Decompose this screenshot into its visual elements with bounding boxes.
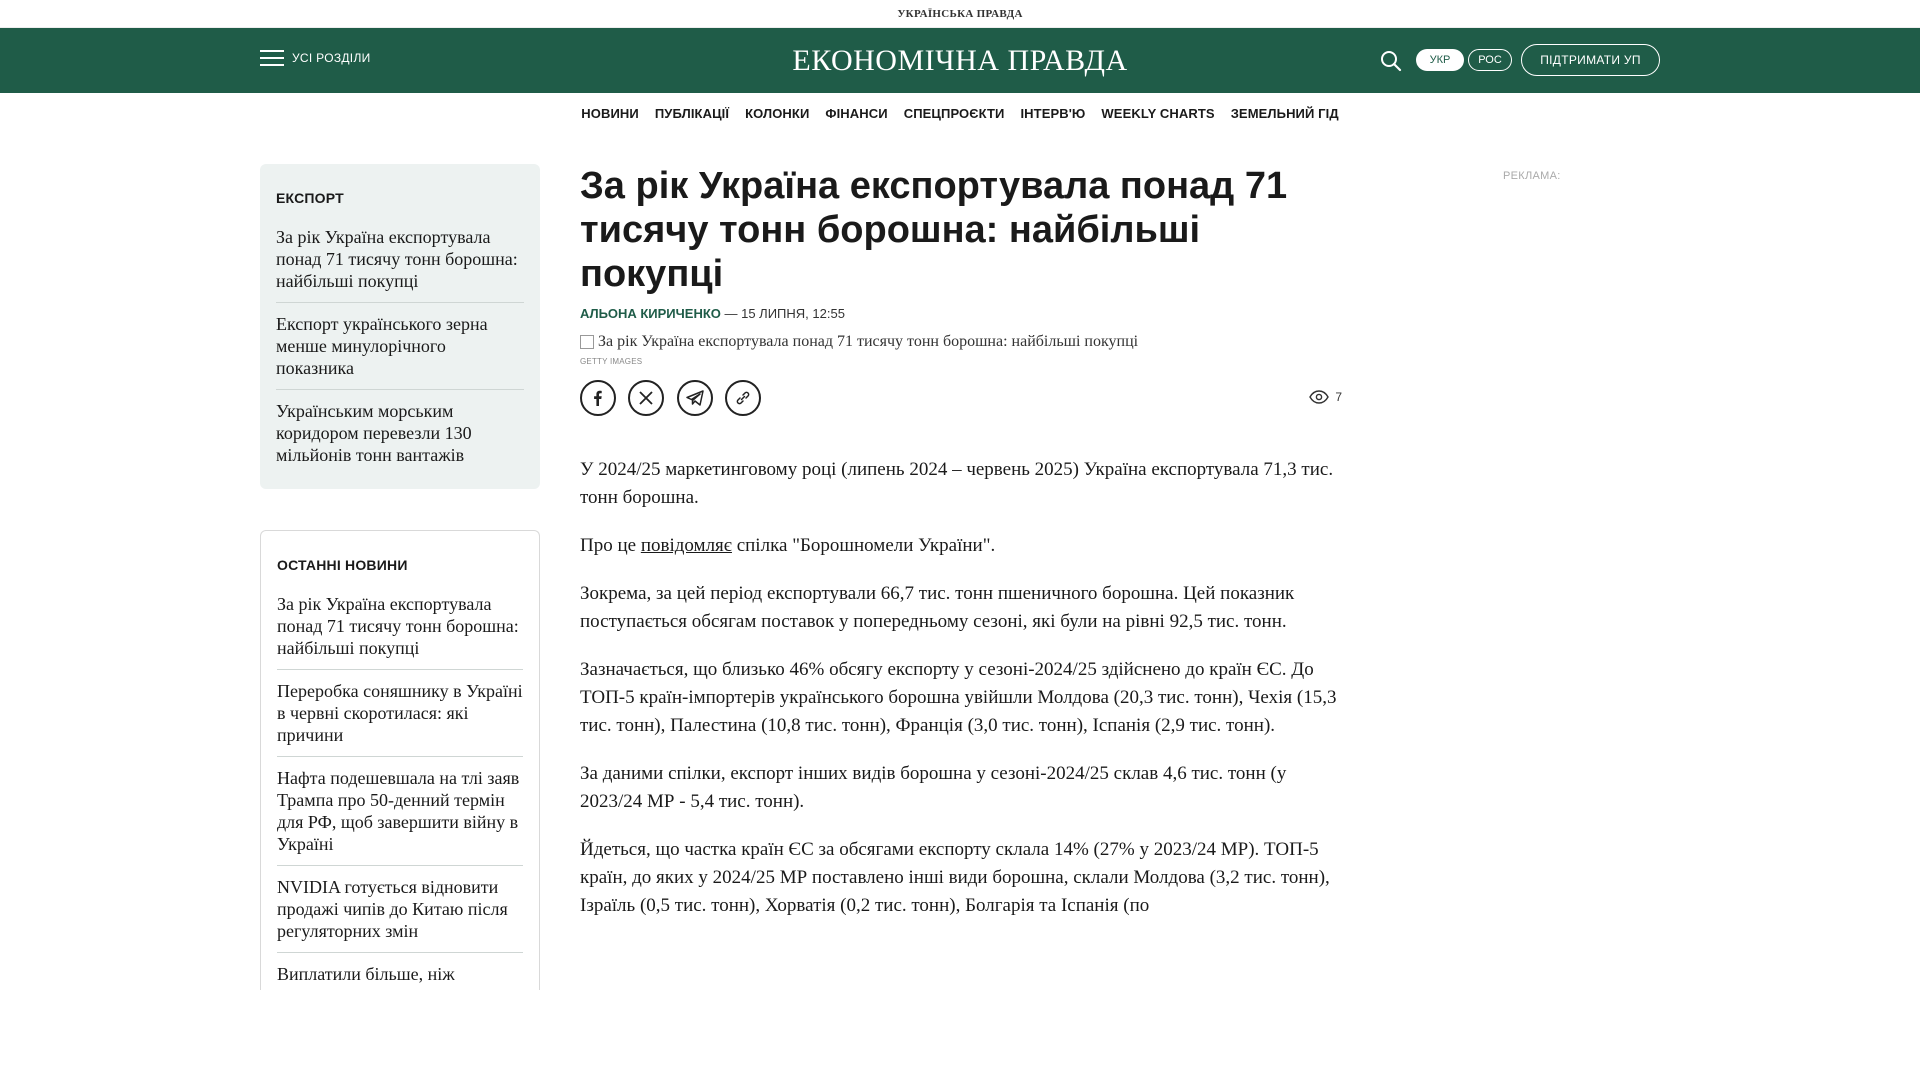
paragraph-text: Про це <box>580 535 641 556</box>
export-sidebar-box <box>260 164 540 489</box>
author-link[interactable]: АЛЬОНА КИРИЧЕНКО <box>580 306 721 321</box>
support-button[interactable]: ПІДТРИМАТИ УП <box>1521 44 1660 76</box>
up-brand-label[interactable]: УКРАЇНСЬКА ПРАВДА <box>897 7 1023 20</box>
lang-ros-button[interactable]: РОС <box>1468 49 1512 71</box>
telegram-icon <box>686 390 704 406</box>
hamburger-icon <box>260 50 284 66</box>
list-item[interactable]: Нафта подешевшала на тлі заяв Трампа про 50-денний термін для РФ, щоб завершити війну в Україні <box>277 757 523 866</box>
nav-item-finance[interactable]: ФІНАНСИ <box>825 105 888 121</box>
paragraph-text: спілка "Борошномели України". <box>731 535 996 556</box>
nav-item-special-projects[interactable]: СПЕЦПРОЄКТИ <box>903 105 1005 121</box>
eye-icon <box>1309 390 1329 404</box>
nav-item-interview[interactable]: ІНТЕРВ'Ю <box>1020 105 1086 121</box>
facebook-share-button[interactable] <box>580 380 616 416</box>
article-paragraph: Йдеться, що частка країн ЄС за обсягами експорту склала 14% (27% у 2023/24 МР). ТОП-5 країн, до яких у 2024/25 МР поставлено інші види борошна, склали Молдова (3,2 тис. тонн), Ізраїль (0,5 тис. тонн), Хорватія (0,2 тис. тонн), Болгарія та Іспанія (по <box>580 839 1330 916</box>
copy-link-button[interactable] <box>725 380 761 416</box>
article-body <box>580 456 1342 920</box>
facebook-icon <box>590 390 606 406</box>
article-paragraph: За даними спілки, експорт інших видів борошна у сезоні-2024/25 склав 4,6 тис. тонн (у 2023/24 МР - 5,4 тис. тонн). <box>580 763 1287 812</box>
article-image <box>580 333 1342 351</box>
ad-label: РЕКЛАМА: <box>1503 170 1561 182</box>
list-item[interactable]: Переробка соняшнику в Україні в червні скоротилася: які причини <box>277 670 523 757</box>
list-item[interactable]: Виплатили більше, ніж <box>277 964 455 984</box>
broken-image-icon <box>580 335 594 349</box>
latest-news-box <box>260 530 540 1000</box>
nav-item-weekly-charts[interactable]: WEEKLY CHARTS <box>1101 105 1215 121</box>
list-item[interactable]: NVIDIA готується відновити продажі чипів до Китаю після регуляторних змін <box>277 866 523 953</box>
telegram-share-button[interactable] <box>677 380 713 416</box>
viewport-bottom-blank <box>0 990 1920 1080</box>
link-icon <box>735 390 751 406</box>
article-paragraph: Зазначається, що близько 46% обсягу експорту у сезоні-2024/25 здійснено до країн ЄС. До ТОП-5 країн-імпортерів українського борошна увійшли Молдова (20,3 тис. тонн), Чехія (15,3 тис. тонн), Палестина (10,8 тис. тонн), Франція (3,0 тис. тонн), Іспанія (2,9 тис. тонн). <box>580 659 1337 736</box>
views-counter <box>1309 390 1342 404</box>
nav-item-columns[interactable]: КОЛОНКИ <box>745 105 810 121</box>
nav-item-publications[interactable]: ПУБЛІКАЦІЇ <box>654 105 730 121</box>
article <box>580 164 1342 940</box>
list-item[interactable]: За рік Україна експортувала понад 71 тисячу тонн борошна: найбільші покупці <box>277 583 523 670</box>
menu-label: УСІ РОЗДІЛИ <box>292 51 371 65</box>
article-image-alt: За рік Україна експортувала понад 71 тисячу тонн борошна: найбільші покупці <box>598 333 1139 350</box>
share-row <box>580 380 1342 418</box>
views-count: 7 <box>1335 390 1342 404</box>
article-paragraph: У 2024/25 маркетинговому році (липень 2024 – червень 2025) Україна експортувала 71,3 тис. тонн борошна. <box>580 459 1334 508</box>
export-box-title[interactable]: ЕКСПОРТ <box>276 190 344 206</box>
latest-news-title: ОСТАННІ НОВИНИ <box>277 557 408 573</box>
x-share-button[interactable] <box>628 380 664 416</box>
article-paragraph <box>580 532 1342 560</box>
x-icon <box>638 390 654 406</box>
list-item[interactable]: Українським морським коридором перевезли 130 мільйонів тонн вантажів <box>276 401 472 465</box>
nav-item-land-guide[interactable]: ЗЕМЕЛЬНИЙ ГІД <box>1230 105 1339 121</box>
search-icon[interactable] <box>1380 50 1402 72</box>
article-paragraph: Зокрема, за цей період експортували 66,7 тис. тонн пшеничного борошна. Цей показник поступається обсягам поставок у попередньому сезоні, які були на рівні 92,5 тис. тонн. <box>580 583 1295 632</box>
source-link[interactable]: повідомляє <box>640 535 732 556</box>
article-date: — 15 ЛИПНЯ, 12:55 <box>720 306 845 321</box>
main-nav <box>0 93 1920 133</box>
up-topstrip <box>0 0 1920 28</box>
site-logo[interactable]: ЕКОНОМІЧНА ПРАВДА <box>792 44 1128 77</box>
lang-ukr-button[interactable]: УКР <box>1416 49 1464 71</box>
nav-item-news[interactable]: НОВИНИ <box>581 105 639 121</box>
article-byline <box>580 306 1342 321</box>
list-item[interactable]: Експорт українського зерна менше минулорічного показника <box>276 303 524 390</box>
list-item[interactable]: За рік Україна експортувала понад 71 тисячу тонн борошна: найбільші покупці <box>276 216 524 303</box>
article-headline: За рік Україна експортувала понад 71 тисячу тонн борошна: найбільші покупці <box>580 165 1288 295</box>
all-sections-menu-button[interactable] <box>260 50 371 66</box>
site-header <box>0 28 1920 93</box>
image-credit: GETTY IMAGES <box>580 357 643 366</box>
